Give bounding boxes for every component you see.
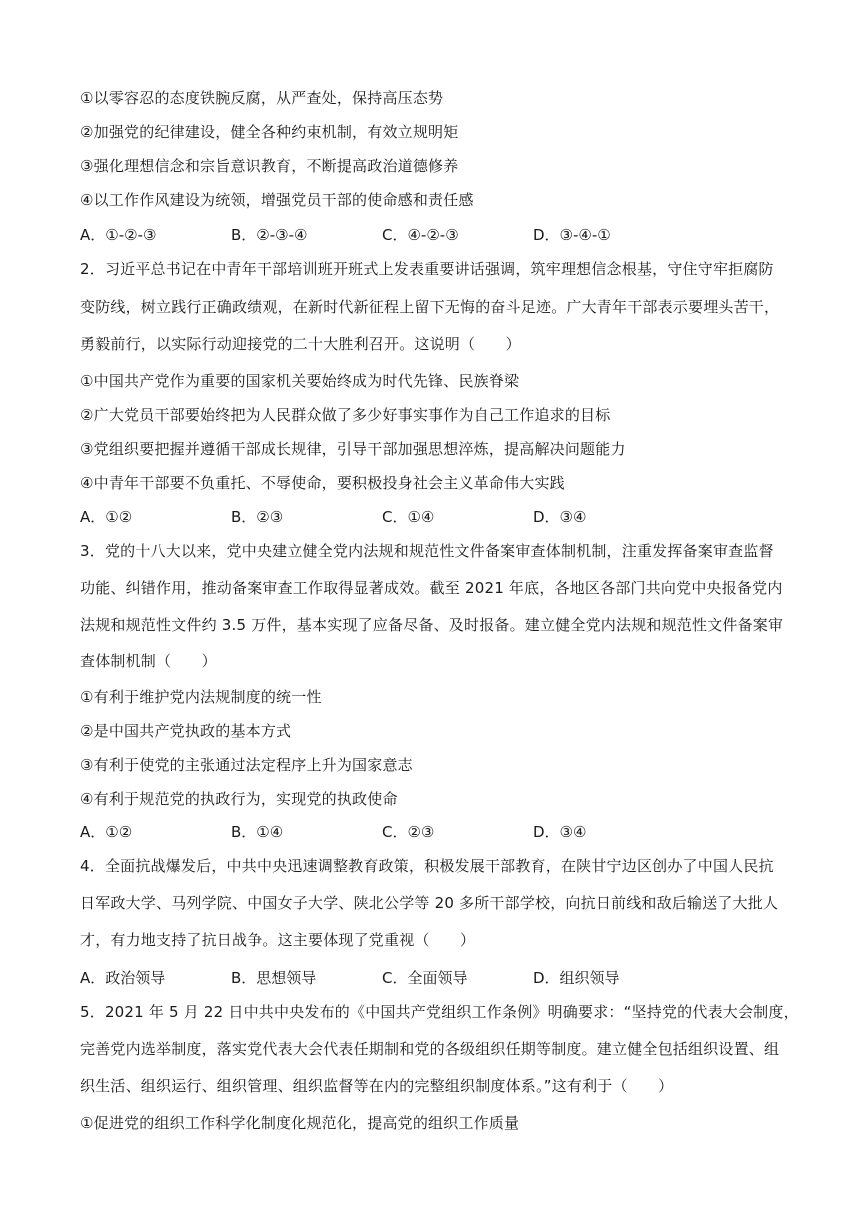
q4-choice-d: D．组织领导 [533,969,620,987]
q4-stem-line-3: 才，有力地支持了抗日战争。这主要体现了党重视（ ） [80,931,476,949]
q1-option-3: ③强化理想信念和宗旨意识教育，不断提高政治道德修养 [80,157,459,175]
q3-stem-line-2: 功能、纠错作用，推动备案审查工作取得显著成效。截至 2021 年底，各地区各部门共向党中央报备党内 [80,579,783,597]
q3-choice-d: D．③④ [533,823,587,841]
q2-stem-line-3: 勇毅前行，以实际行动迎接党的二十大胜利召开。这说明（ ） [80,335,521,353]
q3-choice-a: A．①② [80,823,133,841]
q5-stem-line-2: 完善党内选举制度，落实党代表大会代表任期制和党的各级组织任期等制度。建立健全包括组织设置、组 [80,1040,780,1058]
q4-choice-a: A．政治领导 [80,969,166,987]
q1-option-4: ④以工作作风建设为统领，增强党员干部的使命感和责任感 [80,191,474,209]
q2-option-1: ①中国共产党作为重要的国家机关要始终成为时代先锋、民族脊梁 [80,372,520,390]
q3-stem-line-4: 查体制机制（ ） [80,652,217,670]
q2-stem-line-2: 变防线，树立践行正确政绩观，在新时代新征程上留下无悔的奋斗足迹。广大青年干部表示要埋头苦干， [80,298,780,316]
q1-choice-a: A．①-②-③ [80,226,157,244]
q3-option-1: ①有利于维护党内法规制度的统一性 [80,688,322,706]
q1-option-1: ①以零容忍的态度铁腕反腐，从严查处，保持高压态势 [80,89,444,107]
q1-choice-b: B．②-③-④ [231,226,308,244]
q2-option-3: ③党组织要把握并遵循干部成长规律，引导干部加强思想淬炼，提高解决问题能力 [80,440,626,458]
q2-choice-d: D．③④ [533,508,587,526]
q4-stem-line-2: 日军政大学、马列学院、中国女子大学、陕北公学等 20 多所干部学校，向抗日前线和敌后输送了大批人 [80,894,779,912]
q3-stem-line-1: 3．党的十八大以来，党中央建立健全党内法规和规范性文件备案审查体制机制，注重发挥备案审查监督 [80,542,774,560]
q5-stem-line-1: 5．2021 年 5 月 22 日中共中央发布的《中国共产党组织工作条例》明确要求：“坚持党的代表大会制度， [80,1003,799,1021]
q5-option-1: ①促进党的组织工作科学化制度化规范化，提高党的组织工作质量 [80,1114,520,1132]
q3-option-3: ③有利于使党的主张通过法定程序上升为国家意志 [80,756,413,774]
q3-option-2: ②是中国共产党执政的基本方式 [80,722,292,740]
q3-stem-line-3: 法规和规范性文件约 3.5 万件，基本实现了应备尽备、及时报备。建立健全党内法规和规范性文件备案审 [80,616,784,634]
q2-choice-c: C．①④ [382,508,435,526]
q3-choice-b: B．①④ [231,823,284,841]
q1-choice-c: C．④-②-③ [382,226,459,244]
q2-choice-b: B．②③ [231,508,284,526]
q2-option-2: ②广大党员干部要始终把为人民群众做了多少好事实事作为自己工作追求的目标 [80,406,611,424]
q3-option-4: ④有利于规范党的执政行为，实现党的执政使命 [80,790,398,808]
q4-stem-line-1: 4．全面抗战爆发后，中共中央迅速调整教育政策，积极发展干部教育，在陕甘宁边区创办了中国人民抗 [80,857,774,875]
q1-choice-d: D．③-④-① [533,226,611,244]
q4-choice-c: C．全面领导 [382,969,468,987]
q4-choice-b: B．思想领导 [231,969,317,987]
q2-option-4: ④中青年干部要不负重托、不辱使命，要积极投身社会主义革命伟大实践 [80,474,565,492]
q2-stem-line-1: 2．习近平总书记在中青年干部培训班开班式上发表重要讲话强调，筑牢理想信念根基，守住守牢拒腐防 [80,260,774,278]
q2-choice-a: A．①② [80,508,133,526]
q5-stem-line-3: 织生活、组织运行、组织管理、组织监督等在内的完整组织制度体系。”这有利于（ ） [80,1077,674,1095]
q3-choice-c: C．②③ [382,823,435,841]
q1-option-2: ②加强党的纪律建设，健全各种约束机制，有效立规明矩 [80,123,459,141]
